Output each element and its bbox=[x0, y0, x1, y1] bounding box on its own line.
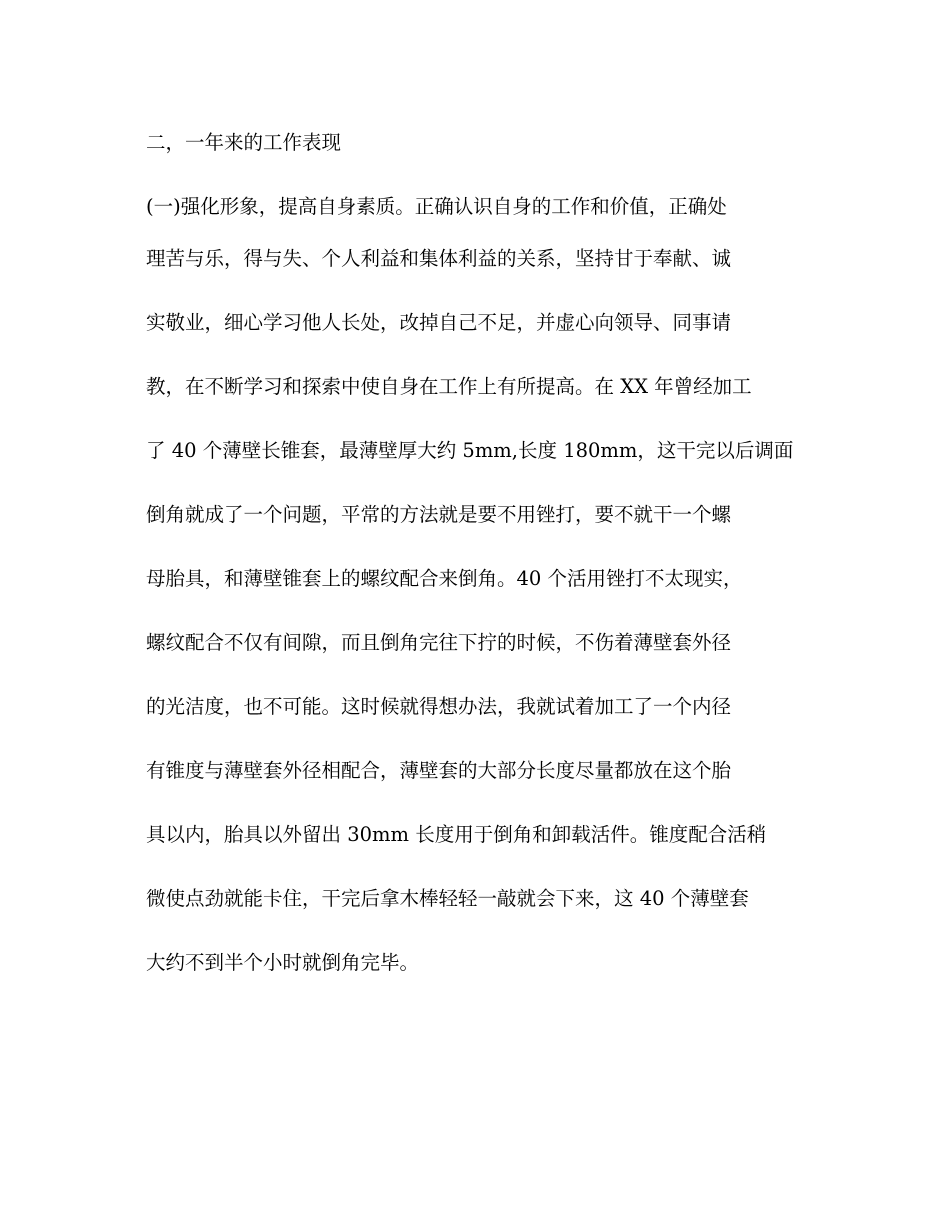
paragraph-line: 母胎具，和薄壁锥套上的螺纹配合来倒角。40 个活用锉打不太现实， bbox=[146, 567, 743, 590]
section-heading: 二，一年来的工作表现 bbox=[146, 131, 342, 154]
paragraph bbox=[146, 187, 808, 995]
paragraph-line: 倒角就成了一个问题，平常的方法就是要不用锉打，要不就干一个螺 bbox=[146, 503, 732, 526]
paragraph-line: 教，在不断学习和探索中使自身在工作上有所提高。在 XX 年曾经加工 bbox=[146, 375, 752, 398]
paragraph-line: 大约不到半个小时就倒角完毕。 bbox=[146, 951, 420, 974]
paragraph-line: 实敬业，细心学习他人长处，改掉自己不足，并虚心向领导、同事请 bbox=[146, 311, 732, 334]
paragraph-line: 具以内，胎具以外留出 30mm 长度用于倒角和卸载活件。锥度配合活稍 bbox=[146, 823, 767, 846]
document-body bbox=[146, 123, 808, 995]
paragraph-line: 的光洁度，也不可能。这时候就得想办法，我就试着加工了一个内径 bbox=[146, 695, 732, 718]
paragraph-line: 理苦与乐，得与失、个人利益和集体利益的关系，坚持甘于奉献、诚 bbox=[146, 247, 732, 270]
paragraph-line: 了 40 个薄壁长锥套，最薄壁厚大约 5mm,长度 180mm，这干完以后调面 bbox=[146, 439, 794, 462]
paragraph-line: (一)强化形象，提高自身素质。正确认识自身的工作和价值，正确处 bbox=[146, 195, 727, 218]
paragraph-line: 螺纹配合不仅有间隙，而且倒角完往下拧的时候，不伤着薄壁套外径 bbox=[146, 631, 732, 654]
paragraph-line: 有锥度与薄壁套外径相配合，薄壁套的大部分长度尽量都放在这个胎 bbox=[146, 759, 732, 782]
paragraph-line: 微使点劲就能卡住，干完后拿木棒轻轻一敲就会下来，这 40 个薄壁套 bbox=[146, 887, 749, 910]
